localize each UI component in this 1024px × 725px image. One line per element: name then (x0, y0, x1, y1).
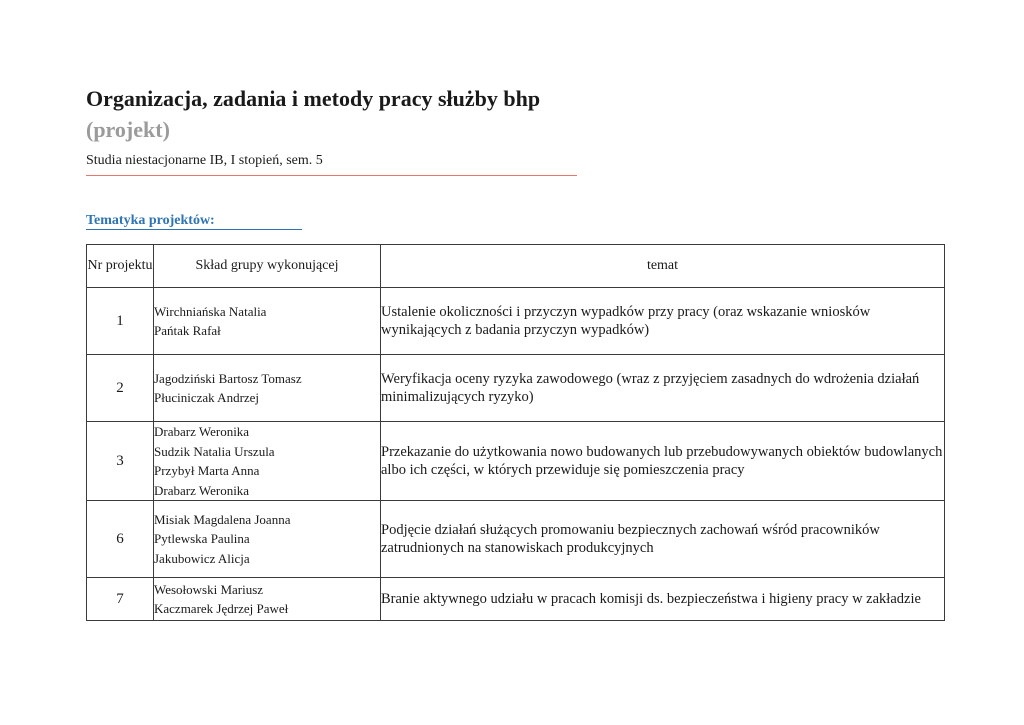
project-number: 1 (87, 288, 154, 355)
section-heading-underline (86, 229, 302, 230)
table-row (87, 288, 945, 355)
document-title: Organizacja, zadania i metody pracy służby bhp (86, 86, 541, 111)
member-name: Sudzik Natalia Urszula (154, 443, 275, 459)
project-topic-text: Ustalenie okoliczności i przyczyn wypadków przy pracy (oraz wskazanie wniosków wynikających z badania przyczyn wypadków) (381, 303, 871, 338)
project-topic-text: Weryfikacja oceny ryzyka zawodowego (wraz z przyjęciem zasadnych do wdrożenia działań minimalizujących ryzyko) (381, 370, 920, 405)
member-name: Przybył Marta Anna (154, 463, 260, 478)
table-row (87, 355, 945, 422)
project-number: 6 (87, 501, 154, 578)
project-number: 3 (87, 422, 154, 501)
group-members (154, 355, 381, 422)
project-topic (381, 501, 945, 578)
group-members (154, 288, 381, 355)
table-row (87, 578, 945, 621)
group-members (154, 501, 381, 578)
project-number: 2 (87, 355, 154, 422)
member-name: Jagodziński Bartosz Tomasz (154, 370, 302, 386)
project-topic (381, 422, 945, 501)
header-members: Skład grupy wykonującej (154, 245, 381, 288)
member-name: Drabarz Weronika (154, 424, 250, 439)
project-topic-text: Podjęcie działań służących promowaniu bezpiecznych zachowań wśród pracowników zatrudnionych na stanowiskach produkcyjnych (381, 521, 880, 556)
project-number: 7 (87, 578, 154, 621)
section-heading: Tematyka projektów: (86, 213, 215, 228)
group-members (154, 578, 381, 621)
project-topic (381, 578, 945, 621)
member-name: Drabarz Weronika (154, 482, 250, 498)
projects-table (86, 244, 945, 621)
project-topic-text: Branie aktywnego udziału w pracach komisji ds. bezpieczeństwa i higieny pracy w zakładzie (381, 590, 921, 607)
member-name: Pytlewska Paulina (154, 531, 250, 547)
course-info: Studia niestacjonarne IB, I stopień, sem. 5 (86, 153, 323, 168)
table-row (87, 501, 945, 578)
title-underline-rule (86, 175, 577, 176)
member-name: Płuciniczak Andrzej (154, 390, 260, 405)
member-name: Kaczmarek Jędrzej Paweł (154, 601, 289, 616)
document-subtitle: (projekt) (86, 117, 170, 142)
table-row (87, 422, 945, 501)
member-name: Misiak Magdalena Joanna (154, 511, 291, 527)
project-topic-text: Przekazanie do użytkowania nowo budowanych lub przebudowywanych obiektów budowlanych albo ich części, w których przewiduje się pomieszczenia pracy (381, 443, 943, 478)
member-name: Pańtak Rafał (154, 323, 221, 338)
project-topic (381, 288, 945, 355)
member-name: Wirchniańska Natalia (154, 303, 267, 319)
member-name: Jakubowicz Alicja (154, 550, 250, 566)
header-nr: Nr projektu (87, 245, 154, 288)
group-members (154, 422, 381, 501)
header-topic: temat (381, 245, 945, 288)
project-topic (381, 355, 945, 422)
member-name: Wesołowski Mariusz (154, 581, 264, 597)
table-header-row (87, 245, 945, 288)
